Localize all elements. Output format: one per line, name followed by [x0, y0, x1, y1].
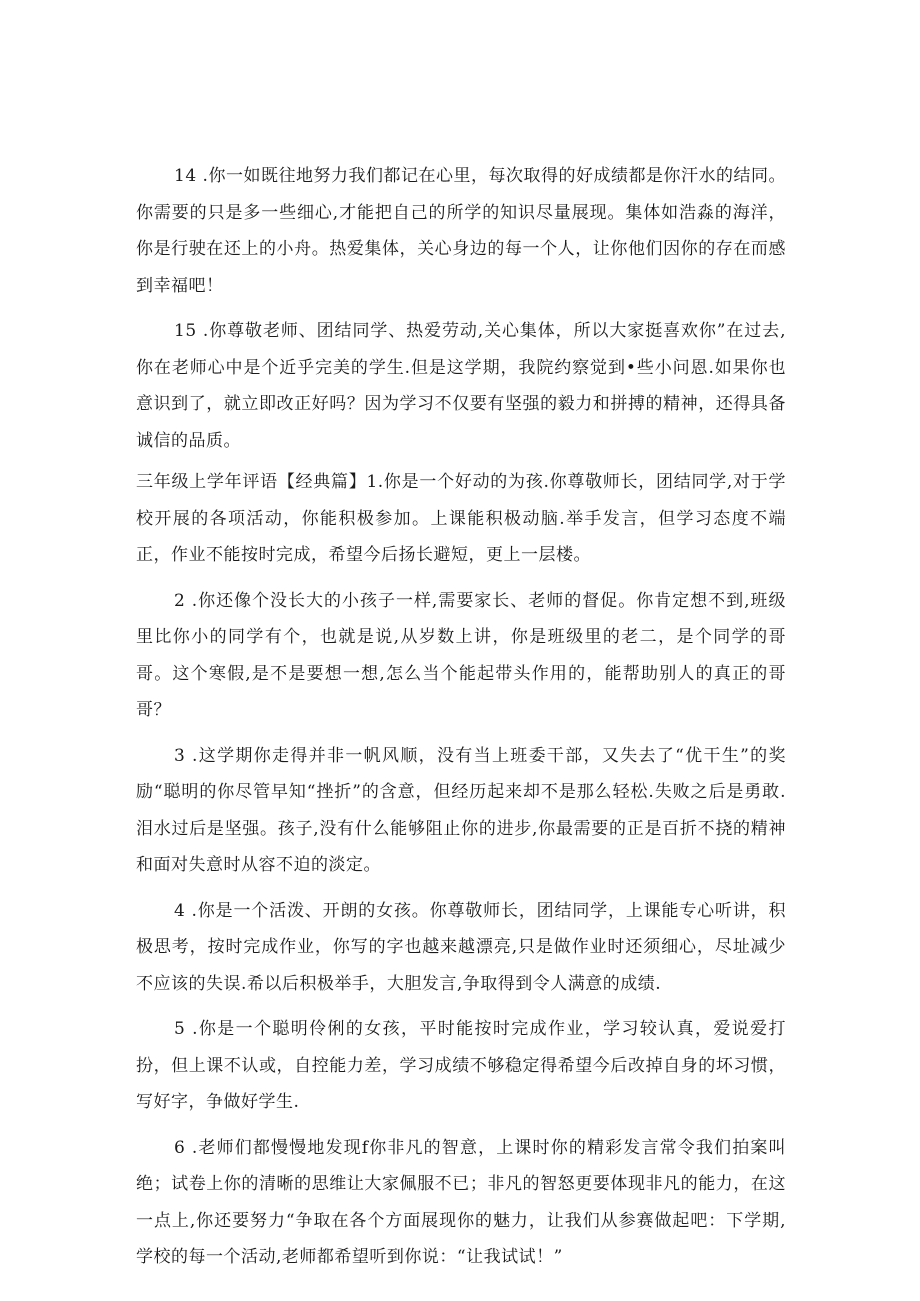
section-heading-paragraph-1: 三年级上学年评语【经典篇】1.你是一个好动的为孩.你尊敬师长，团结同学,对于学校开展的各项活动，你能积极参加。上课能积极动脑.举手发言，但学习态度不端正，作业不能按时完成，希望今后扬长避短，更上一层楼。: [136, 472, 786, 565]
paragraph-3: 3 .这学期你走得并非一帆风顺，没有当上班委干部，又失去了“优干生”的奖励“聪明的你尽管早知“挫折”的含意，但经历起来却不是那么轻松.失败之后是勇敢.泪水过后是坚强。孩子,没有什么能够阻止你的进步,你最需要的正是百折不挠的精神和面对失意时从容不迫的淡定。: [136, 745, 786, 875]
paragraph-14: 14 .你一如既往地努力我们都记在心里，每次取得的好成绩都是你汗水的结同。你需要的只是多一些细心,才能把自己的所学的知识尽量展现。集体如浩淼的海洋，你是行驶在还上的小舟。热爱集体，关心身边的每一个人，让你他们因你的存在而感到幸福吧！: [136, 166, 786, 296]
paragraph-15: 15 .你尊敬老师、团结同学、热爱劳动,关心集体，所以大家挺喜欢你”在过去,你在老师心中是个近乎完美的学生.但是这学期，我院约察觉到•些小问恩.如果你也意识到了，就立即改正好吗？因为学习不仅要有坚强的毅力和拼搏的精神，还得具备诚信的品质。: [136, 321, 786, 451]
paragraph-6: 6 .老师们都慢慢地发现f你非凡的智意，上课时你的精彩发言常令我们拍案叫绝；试卷上你的清晰的思维让大家佩服不已；非凡的智怒更要体现非凡的能力，在这一点上,你还要努力“争取在各个方面展现你的魅力，让我们从参赛做起吧：下学期,学校的每一个活动,老师都希望听到你说：“让我试试！”: [136, 1137, 786, 1267]
paragraph-5: 5 .你是一个聪明伶俐的女孩，平时能按时完成作业，学习较认真，爱说爱打扮，但上课不认或，自控能力差，学习成绩不够稳定得希望今后改掉自身的坏习惯，写好字，争做好学生.: [136, 1019, 786, 1112]
paragraph-2: 2 .你还像个没长大的小孩子一样,需要家长、老师的督促。你肯定想不到,班级里比你小的同学有个，也就是说,从岁数上讲，你是班级里的老二，是个同学的哥哥。这个寒假,是不是要想一想,怎么当个能起带头作用的，能帮助别人的真正的哥哥？: [136, 590, 786, 720]
paragraph-4: 4 .你是一个活泼、开朗的女孩。你尊敬师长，团结同学，上课能专心听讲，积极思考，按时完成作业，你写的字也越来越漂亮,只是做作业时还须细心，尽址减少不应该的失误.希以后积极举手，大胆发言,争取得到令人满意的成绩.: [136, 900, 786, 994]
document-page: [136, 158, 786, 1285]
